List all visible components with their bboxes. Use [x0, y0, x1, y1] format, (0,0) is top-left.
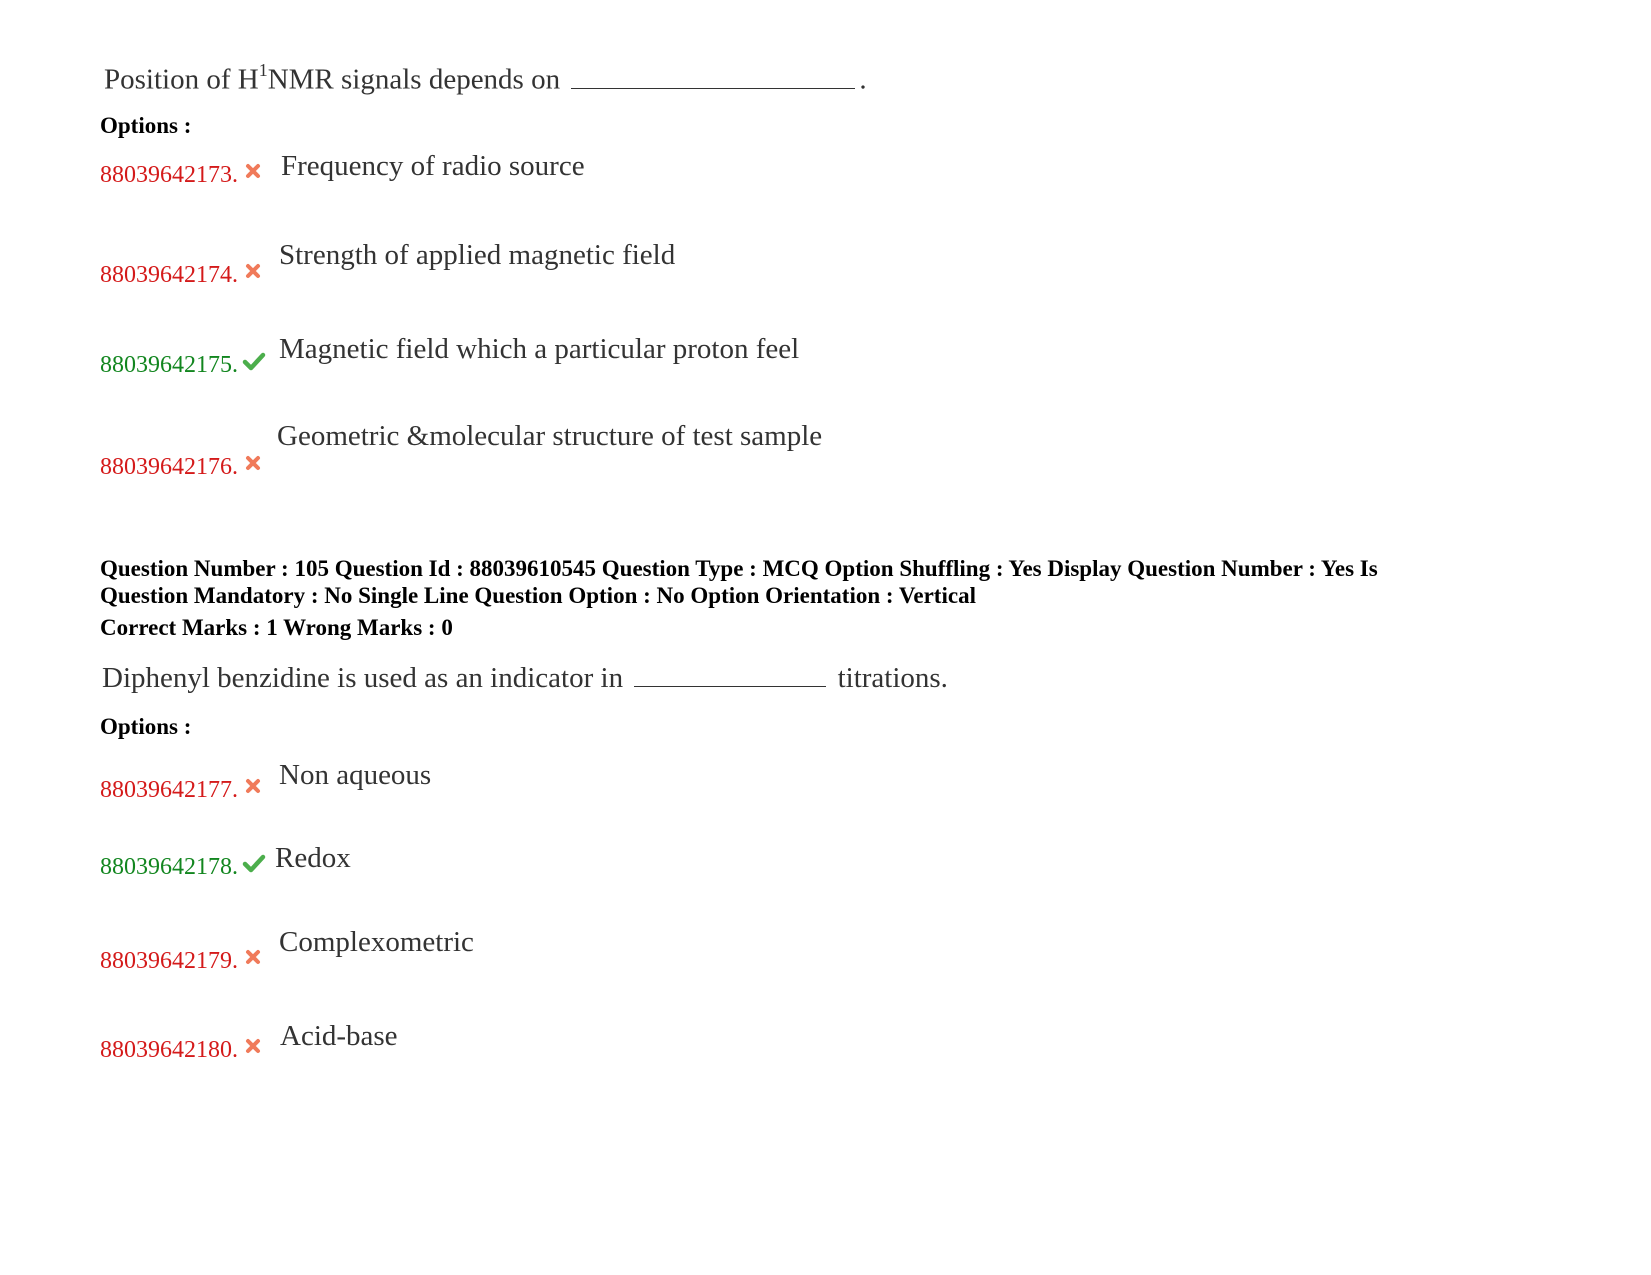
option-id: 88039642180.: [100, 1037, 238, 1063]
question-text-part: NMR signals depends on: [267, 63, 561, 96]
option-id: 88039642174.: [100, 262, 238, 288]
check-icon: [242, 351, 266, 376]
question-text-part: titrations.: [837, 662, 948, 694]
fill-blank: [571, 66, 855, 89]
cross-icon: [245, 263, 261, 284]
options-label: Options :: [100, 714, 192, 739]
question-meta-line: Question Mandatory : No Single Line Question Option : No Option Orientation : Vertical: [100, 583, 976, 608]
option-id: 88039642173.: [100, 162, 238, 188]
option-text: Non aqueous: [279, 759, 432, 791]
cross-icon: [245, 778, 261, 799]
option-id: 88039642175.: [100, 352, 238, 378]
option-text: Frequency of radio source: [281, 150, 585, 182]
question-text-part: Diphenyl benzidine is used as an indicator in: [102, 662, 624, 694]
question-text: [104, 62, 867, 97]
option-id: 88039642178.: [100, 854, 238, 880]
superscript: 1: [258, 60, 268, 80]
option-text: Strength of applied magnetic field: [279, 239, 676, 271]
marks-line: Correct Marks : 1 Wrong Marks : 0: [100, 615, 453, 640]
option-text: Redox: [275, 842, 351, 874]
question-meta-line: Question Number : 105 Question Id : 88039610545 Question Type : MCQ Option Shuffling : Yes Display Question Number : Yes Is: [100, 556, 1378, 581]
question-text-part: Position of H: [104, 63, 259, 96]
fill-blank: [634, 664, 826, 687]
cross-icon: [245, 949, 261, 970]
option-text: Complexometric: [279, 926, 474, 958]
cross-icon: [245, 455, 261, 476]
options-label: Options :: [100, 113, 192, 138]
question-text: [102, 662, 948, 695]
option-id: 88039642177.: [100, 777, 238, 803]
option-id: 88039642179.: [100, 948, 238, 974]
cross-icon: [245, 163, 261, 184]
question-text-part: .: [859, 63, 867, 96]
option-id: 88039642176.: [100, 454, 238, 480]
check-icon: [242, 853, 266, 878]
option-text: Acid-base: [280, 1020, 398, 1052]
cross-icon: [245, 1038, 261, 1059]
option-text: Magnetic field which a particular proton feel: [279, 333, 800, 365]
option-text: Geometric &molecular structure of test sample: [277, 420, 823, 452]
